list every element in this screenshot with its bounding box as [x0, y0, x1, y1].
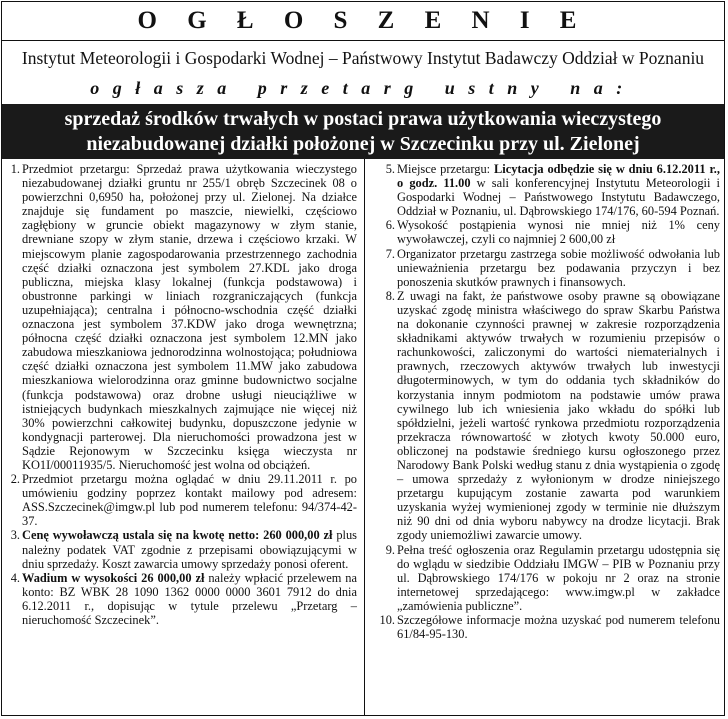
- item-text: Przedmiot przetargu: Sprzedaż prawa użytkowania wieczystego niezabudowanej działki gruntu nr 255/1 obręb Szczecinek 08 o powierzchni 0,6950 ha, położonej przy ul. Zielonej. Na działce znajduje się fundament po maszcie, niewielki, częściowo zagłębiony w gruncie obiekt magazynowy w złym stanie, drewniane szopy w złym stanie, drzewa i częściowo krzaki. W miejscowym planie zagospodarowania przestrzennego zachodnia część działki oznaczona jest symbolem 27.KDL jako droga publiczna, miejska klasy lokalnej (funkcja podstawowa) i obustronne parkingi w liniach rozgraniczających (funkcja uzupełniająca); centralna i północno-wschodnia część działki oznaczona jest symbolem 37.KDW jako droga wewnętrzna; północna część działki oznaczona jest symbolem 12.MN jako zabudowa mieszkaniowa jednorodzinna wolnostojąca; południowa część działki oznaczona jest symbolem 11.MW jako zabudowa mieszkaniowa wielorodzinna oraz gminne budownictwo socjalne (funkcja podstawowa) oraz drobne usługi nieuciążliwe w istniejących budynkach mieszkalnych zajmujące nie więcej niż 30% powierzchni całkowitej budynku, dopuszczone jedynie w kondygnacji parterowej. Dla nieruchomości prowadzona jest w Sądzie Rejonowym w Szczecinku księga wieczysta nr KO1I/00011935/5. Nieruchomość jest wolna od obciążeń.: [22, 162, 357, 472]
- list-item: [373, 218, 720, 246]
- item-number: 3.: [10, 528, 20, 543]
- item-bold-text: Licytacja odbędzie się w dniu 6.12.2011 r., o godz. 11.00: [397, 162, 720, 191]
- item-text: Miejsce przetargu:: [397, 162, 495, 176]
- document-title: O G Ł O S Z E N I E: [137, 7, 589, 34]
- item-text: Szczegółowe informacje można uzyskać pod numerem telefonu 61/84-95-130.: [397, 613, 720, 642]
- title-rule: [2, 40, 724, 41]
- item-number: 5.: [385, 162, 395, 176]
- subject-line-1: sprzedaż środków trwałych w postaci prawa użytkowania wieczystego: [64, 108, 662, 130]
- list-item: [2, 571, 357, 627]
- announcement-frame: [1, 1, 725, 716]
- column-divider: [364, 159, 365, 715]
- list-item: [373, 162, 720, 218]
- item-number: 7.: [385, 246, 395, 261]
- announcement-line: ogłasza przetarg ustny na:: [90, 78, 636, 98]
- item-bold-text: Cenę wywoławczą ustala się na kwotę netto: 260 000,00 zł: [22, 528, 333, 543]
- item-number: 2.: [10, 472, 20, 487]
- item-text: w sali konferencyjnej Instytutu Meteorologii i Gospodarki Wodnej – Państwowego Instytutu Badawczego, Oddział w Poznaniu, ul. Dąbrowskiego 174/176, 60-594 Poznań.: [397, 176, 720, 219]
- item-text: Organizator przetargu zastrzega sobie możliwość odwołania lub unieważnienia przetargu bez podawania przyczyn i bez ponoszenia skutków prawnych i finansowych.: [397, 246, 720, 289]
- organization-name: Instytut Meteorologii i Gospodarki Wodnej – Państwowy Instytut Badawczy Oddział w Poznaniu: [21, 48, 705, 68]
- list-item: [373, 613, 720, 641]
- list-item: [373, 289, 720, 543]
- item-number: 10.: [379, 613, 395, 627]
- list-item: [2, 162, 357, 472]
- item-number: 9.: [385, 542, 395, 557]
- subject-banner: [2, 104, 724, 159]
- item-number: 6.: [385, 218, 395, 233]
- item-number: 1.: [10, 162, 20, 176]
- left-column: [2, 162, 357, 627]
- list-item: [373, 543, 720, 613]
- list-item: [2, 472, 357, 528]
- item-text: Pełna treść ogłoszenia oraz Regulamin przetargu udostępnia się do wglądu w siedzibie Oddziału IMGW – PIB w Poznaniu przy ul. Dąbrowskiego 174/176 w pokoju nr 2 oraz na stronie internetowej sprzedającego: www.imgw.pl w zakładce „zamówienia publiczne”.: [397, 542, 720, 613]
- item-text: należy wpłacić przelewem na konto: BZ WBK 28 1090 1362 0000 0000 3601 7912 do dnia 6.12.2011 r., dopisując w tytule przelewu „Przetarg – nieruchomość Szczecinek”.: [22, 570, 357, 627]
- list-item: [373, 247, 720, 289]
- item-text: Przedmiot przetargu można oglądać w dniu 29.11.2011 r. po umówieniu godziny poprzez kontakt mailowy pod adresem: ASS.Szczecinek@imgw.pl lub pod numerem telefonu: 94/374-42-37.: [22, 472, 357, 529]
- item-text: Z uwagi na fakt, że państwowe osoby prawne są obowiązane uzyskać zgodę ministra właściwego do spraw Skarbu Państwa na dokonanie czynności prawnej w zakresie rozporządzenia składnikami aktywów trwałych w rozumieniu przepisów o rachunkowości, zaliczonymi do wartości niematerialnych i prawnych, rzeczowych aktywów trwałych lub inwestycji długoterminowych, w tym do oddania tych składników do korzystania innym podmiotom na podstawie umów prawa cywilnego lub ich wniesienia jako wkładu do spółki lub spółdzielni, jeżeli wartość rynkowa przedmiotu rozporządzenia przekracza równowartość w złotych kwoty 50.000 euro, obliczonej na podstawie średniego kursu ogłoszonego przez Narodowy Bank Polski według stanu z dnia wystąpienia o zgodę – umowa sprzedaży z wyłonionym w drodze niniejszego przetargu kupującym zostanie zawarta pod warunkiem uzyskania wyżej wymienionej zgody w terminie nie dłuższym niż 90 dni od dnia wyboru nabywcy na drodze licytacji. Brak zgody uniemożliwi zawarcie umowy.: [397, 288, 720, 543]
- item-number: 4.: [10, 570, 20, 585]
- item-bold-text: Wadium w wysokości 26 000,00 zł: [22, 570, 205, 585]
- right-column: [373, 162, 720, 641]
- item-number: 8.: [385, 288, 395, 303]
- item-text: plus należny podatek VAT zgodnie z przepisami obowiązującymi w dniu sprzedaży. Koszt zawarcia umowy sprzedaży ponosi oferent.: [22, 528, 357, 571]
- list-item: [2, 528, 357, 570]
- subject-line-2: niezabudowanej działki położonej w Szczecinku przy ul. Zielonej: [86, 133, 640, 155]
- item-text: Wysokość postąpienia wynosi nie mniej niż 1% ceny wywoławczej, czyli co najmniej 2 600,00 zł: [397, 218, 720, 247]
